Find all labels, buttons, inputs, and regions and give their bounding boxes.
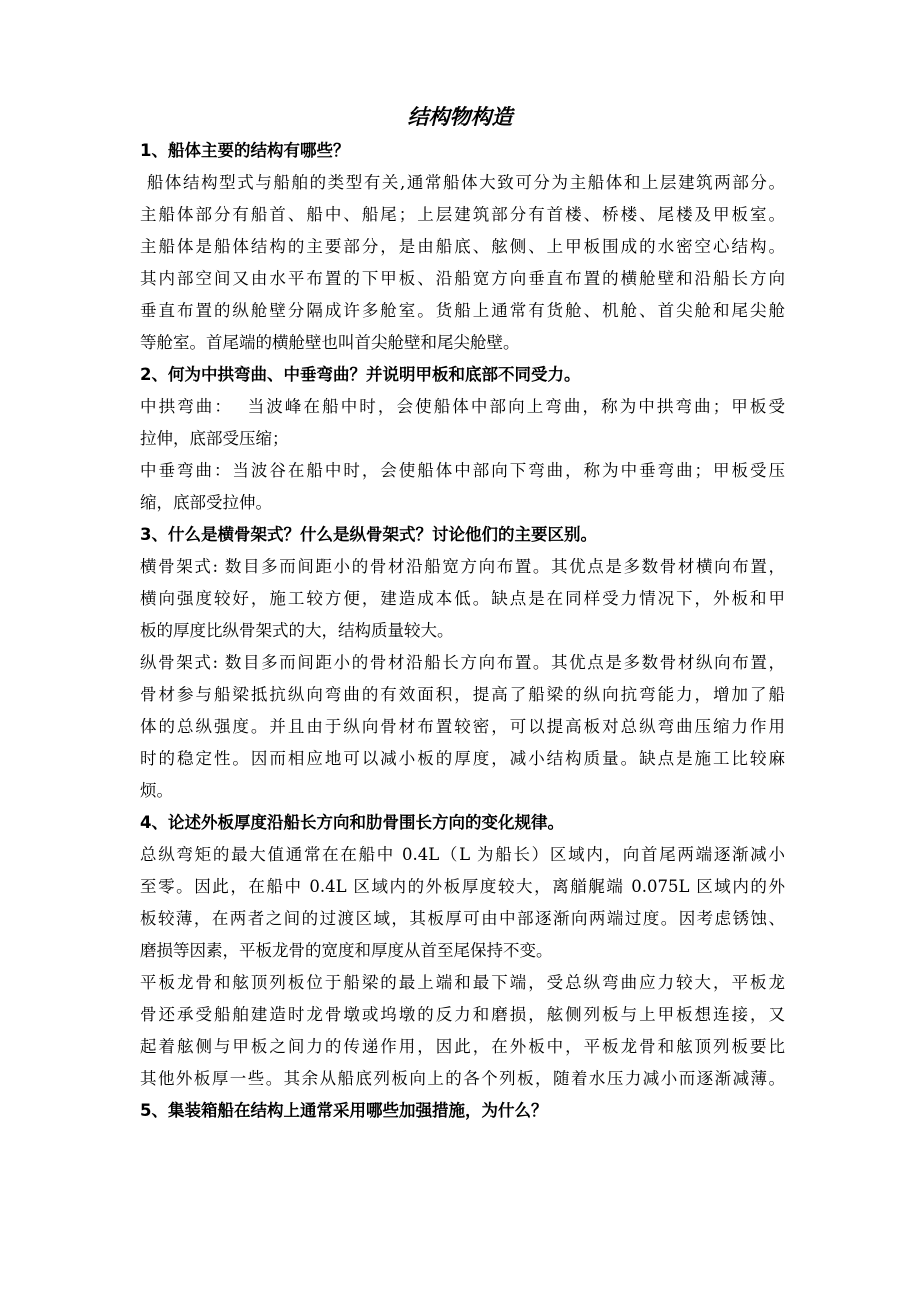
paragraph-line: 拉伸，底部受压缩； (140, 429, 289, 448)
section-3 (140, 519, 785, 807)
paragraph-line: 等舱室。首尾端的横舱壁也叫首尖舱壁和尾尖舱壁。 (140, 333, 520, 352)
paragraph-line: 主船体是船体结构的主要部分，是由船底、舷侧、上甲板围成的水密空心结构。 (140, 237, 785, 256)
question-heading: 1、船体主要的结构有哪些？ (140, 141, 350, 160)
paragraph-line: 起着舷侧与甲板之间力的传递作用，因此，在外板中，平板龙骨和舷顶列板要比 (140, 1037, 785, 1056)
paragraph-line: 横向强度较好，施工较方便，建造成本低。缺点是在同样受力情况下，外板和甲 (140, 589, 785, 608)
paragraph-line: 至零。因此，在船中 0.4L 区域内的外板厚度较大，离艏艉端 0.075L 区域内的外 (140, 877, 785, 896)
paragraph-line: 纵骨架式: 数目多而间距小的骨材沿船长方向布置。其优点是多数骨材纵向布置， (140, 653, 785, 672)
paragraph-line: 平板龙骨和舷顶列板位于船梁的最上端和最下端，受总纵弯曲应力较大，平板龙 (140, 973, 785, 992)
section-5 (140, 1095, 785, 1127)
paragraph-line: 体的总纵强度。并且由于纵向骨材布置较密，可以提高板对总纵弯曲压缩力作用 (140, 717, 785, 736)
section-1 (140, 135, 785, 359)
paragraph-line: 板的厚度比纵骨架式的大，结构质量较大。 (140, 621, 454, 640)
paragraph-line: 其他外板厚一些。其余从船底列板向上的各个列板，随着水压力减小而逐渐减薄。 (140, 1069, 785, 1088)
section-2 (140, 359, 785, 519)
paragraph-line: 烦。 (140, 781, 173, 800)
document-body (140, 135, 785, 1127)
paragraph-line: 板较薄，在两者之间的过渡区域，其板厚可由中部逐渐向两端过度。因考虑锈蚀、 (140, 909, 785, 928)
question-heading: 2、何为中拱弯曲、中垂弯曲？并说明甲板和底部不同受力。 (140, 365, 581, 384)
paragraph-line: 横骨架式: 数目多而间距小的骨材沿船宽方向布置。其优点是多数骨材横向布置， (140, 557, 785, 576)
paragraph-line: 船体结构型式与船舶的类型有关,通常船体大致可分为主船体和上层建筑两部分。 (140, 173, 785, 192)
question-heading: 4、论述外板厚度沿船长方向和肋骨围长方向的变化规律。 (140, 813, 564, 832)
paragraph-line: 时的稳定性。因而相应地可以减小板的厚度，减小结构质量。缺点是施工比较麻 (140, 749, 785, 768)
paragraph-line: 垂直布置的纵舱壁分隔成许多舱室。货船上通常有货舱、机舱、首尖舱和尾尖舱 (140, 301, 785, 320)
paragraph-line: 缩，底部受拉伸。 (140, 493, 272, 512)
paragraph-line: 骨材参与船梁抵抗纵向弯曲的有效面积，提高了船梁的纵向抗弯能力，增加了船 (140, 685, 785, 704)
paragraph-line: 中拱弯曲： 当波峰在船中时，会使船体中部向上弯曲，称为中拱弯曲；甲板受 (140, 397, 785, 416)
paragraph-line: 其内部空间又由水平布置的下甲板、沿船宽方向垂直布置的横舱壁和沿船长方向 (140, 269, 785, 288)
section-4 (140, 807, 785, 1095)
paragraph-line: 中垂弯曲：当波谷在船中时，会使船体中部向下弯曲，称为中垂弯曲；甲板受压 (140, 461, 785, 480)
page-title: 结构物构造 (407, 105, 513, 129)
question-heading: 3、什么是横骨架式？什么是纵骨架式？讨论他们的主要区别。 (140, 525, 597, 544)
paragraph-line: 磨损等因素，平板龙骨的宽度和厚度从首至尾保持不变。 (140, 941, 553, 960)
paragraph-line: 骨还承受船舶建造时龙骨墩或坞墩的反力和磨损，舷侧列板与上甲板想连接，又 (140, 1005, 785, 1024)
paragraph-line: 总纵弯矩的最大值通常在在船中 0.4L（L 为船长）区域内，向首尾两端逐渐减小 (140, 845, 785, 864)
paragraph-line: 主船体部分有船首、船中、船尾；上层建筑部分有首楼、桥楼、尾楼及甲板室。 (140, 205, 785, 224)
question-heading: 5、集装箱船在结构上通常采用哪些加强措施，为什么？ (140, 1101, 548, 1120)
